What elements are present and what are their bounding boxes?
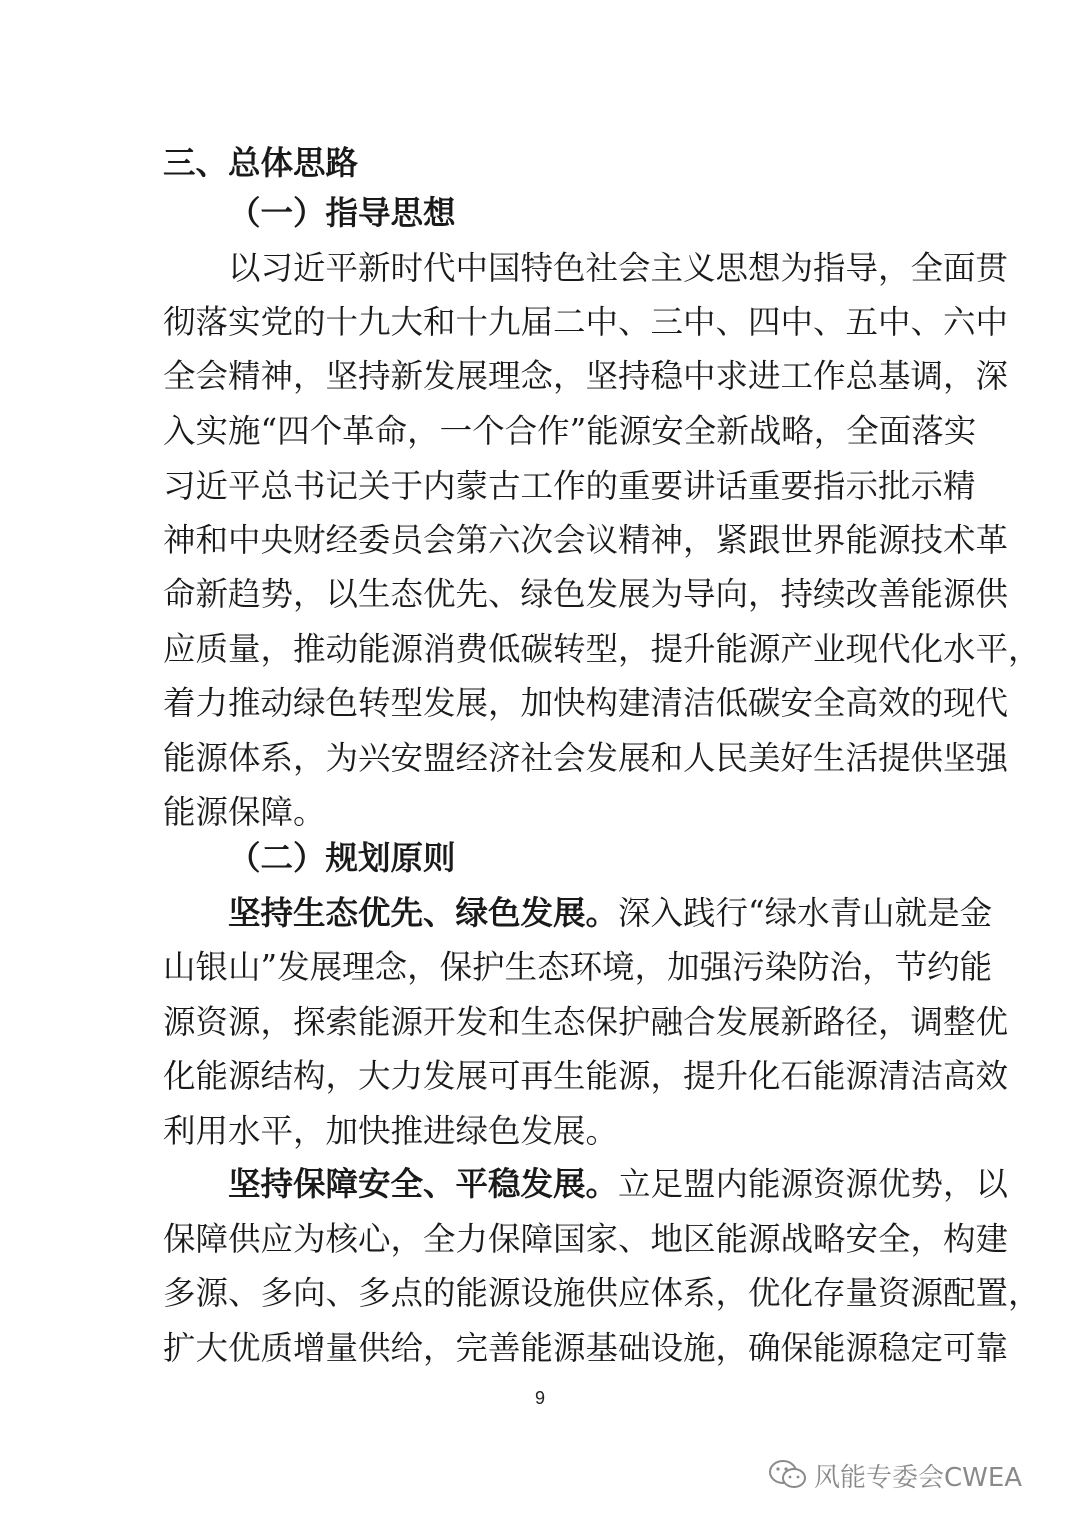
paragraph-line: 能源保障。 <box>163 793 326 831</box>
paragraph-line: 以习近平新时代中国特色社会主义思想为指导，全面贯 <box>228 249 1009 287</box>
paragraph-line: 保障供应为核心，全力保障国家、地区能源战略安全，构建 <box>163 1220 1009 1258</box>
paragraph-line: 源资源，探索能源开发和生态保护融合发展新路径，调整优 <box>163 1003 1009 1041</box>
principle-bold-lead: 坚持生态优先、绿色发展。 <box>228 894 619 932</box>
paragraph-line: 全会精神，坚持新发展理念，坚持稳中求进工作总基调，深 <box>163 357 1009 395</box>
principle-first-line <box>228 1164 1009 1204</box>
principle-text: 立足盟内能源资源优势，以 <box>618 1165 1009 1203</box>
wechat-icon <box>768 1458 808 1492</box>
paragraph-line: 应质量，推动能源消费低碳转型，提升能源产业现代化水平， <box>163 630 1041 668</box>
paragraph-line: 多源、多向、多点的能源设施供应体系，优化存量资源配置， <box>163 1274 1041 1312</box>
paragraph-line: 利用水平，加快推进绿色发展。 <box>163 1112 619 1150</box>
watermark <box>768 1455 1022 1495</box>
subsection-title-planning-principles: （二）规划原则 <box>228 839 456 877</box>
page-number: 9 <box>534 1388 545 1408</box>
paragraph-line: 山银山”发展理念，保护生态环境，加强污染防治，节约能 <box>163 948 993 986</box>
paragraph-line: 入实施“四个革命，一个合作”能源安全新战略，全面落实 <box>163 412 977 450</box>
principle-first-line <box>228 893 993 933</box>
paragraph-line: 习近平总书记关于内蒙古工作的重要讲话重要指示批示精 <box>163 467 976 505</box>
paragraph-line: 能源体系，为兴安盟经济社会发展和人民美好生活提供坚强 <box>163 739 1009 777</box>
section-heading: 三、总体思路 <box>163 144 359 182</box>
paragraph-line: 命新趋势，以生态优先、绿色发展为导向，持续改善能源供 <box>163 575 1009 613</box>
watermark-text: 风能专委会CWEA <box>814 1462 1023 1493</box>
paragraph-line: 化能源结构，大力发展可再生能源，提升化石能源清洁高效 <box>163 1057 1009 1095</box>
principle-bold-lead: 坚持保障安全、平稳发展。 <box>228 1165 619 1203</box>
principle-text: 深入践行“绿水青山就是金 <box>618 894 993 932</box>
paragraph-line: 神和中央财经委员会第六次会议精神，紧跟世界能源技术革 <box>163 521 1009 559</box>
paragraph-line: 着力推动绿色转型发展，加快构建清洁低碳安全高效的现代 <box>163 684 1009 722</box>
paragraph-line: 彻落实党的十九大和十九届二中、三中、四中、五中、六中 <box>163 303 1009 341</box>
subsection-title-guiding-ideology: （一）指导思想 <box>228 194 456 232</box>
paragraph-line: 扩大优质增量供给，完善能源基础设施，确保能源稳定可靠 <box>163 1329 1009 1367</box>
